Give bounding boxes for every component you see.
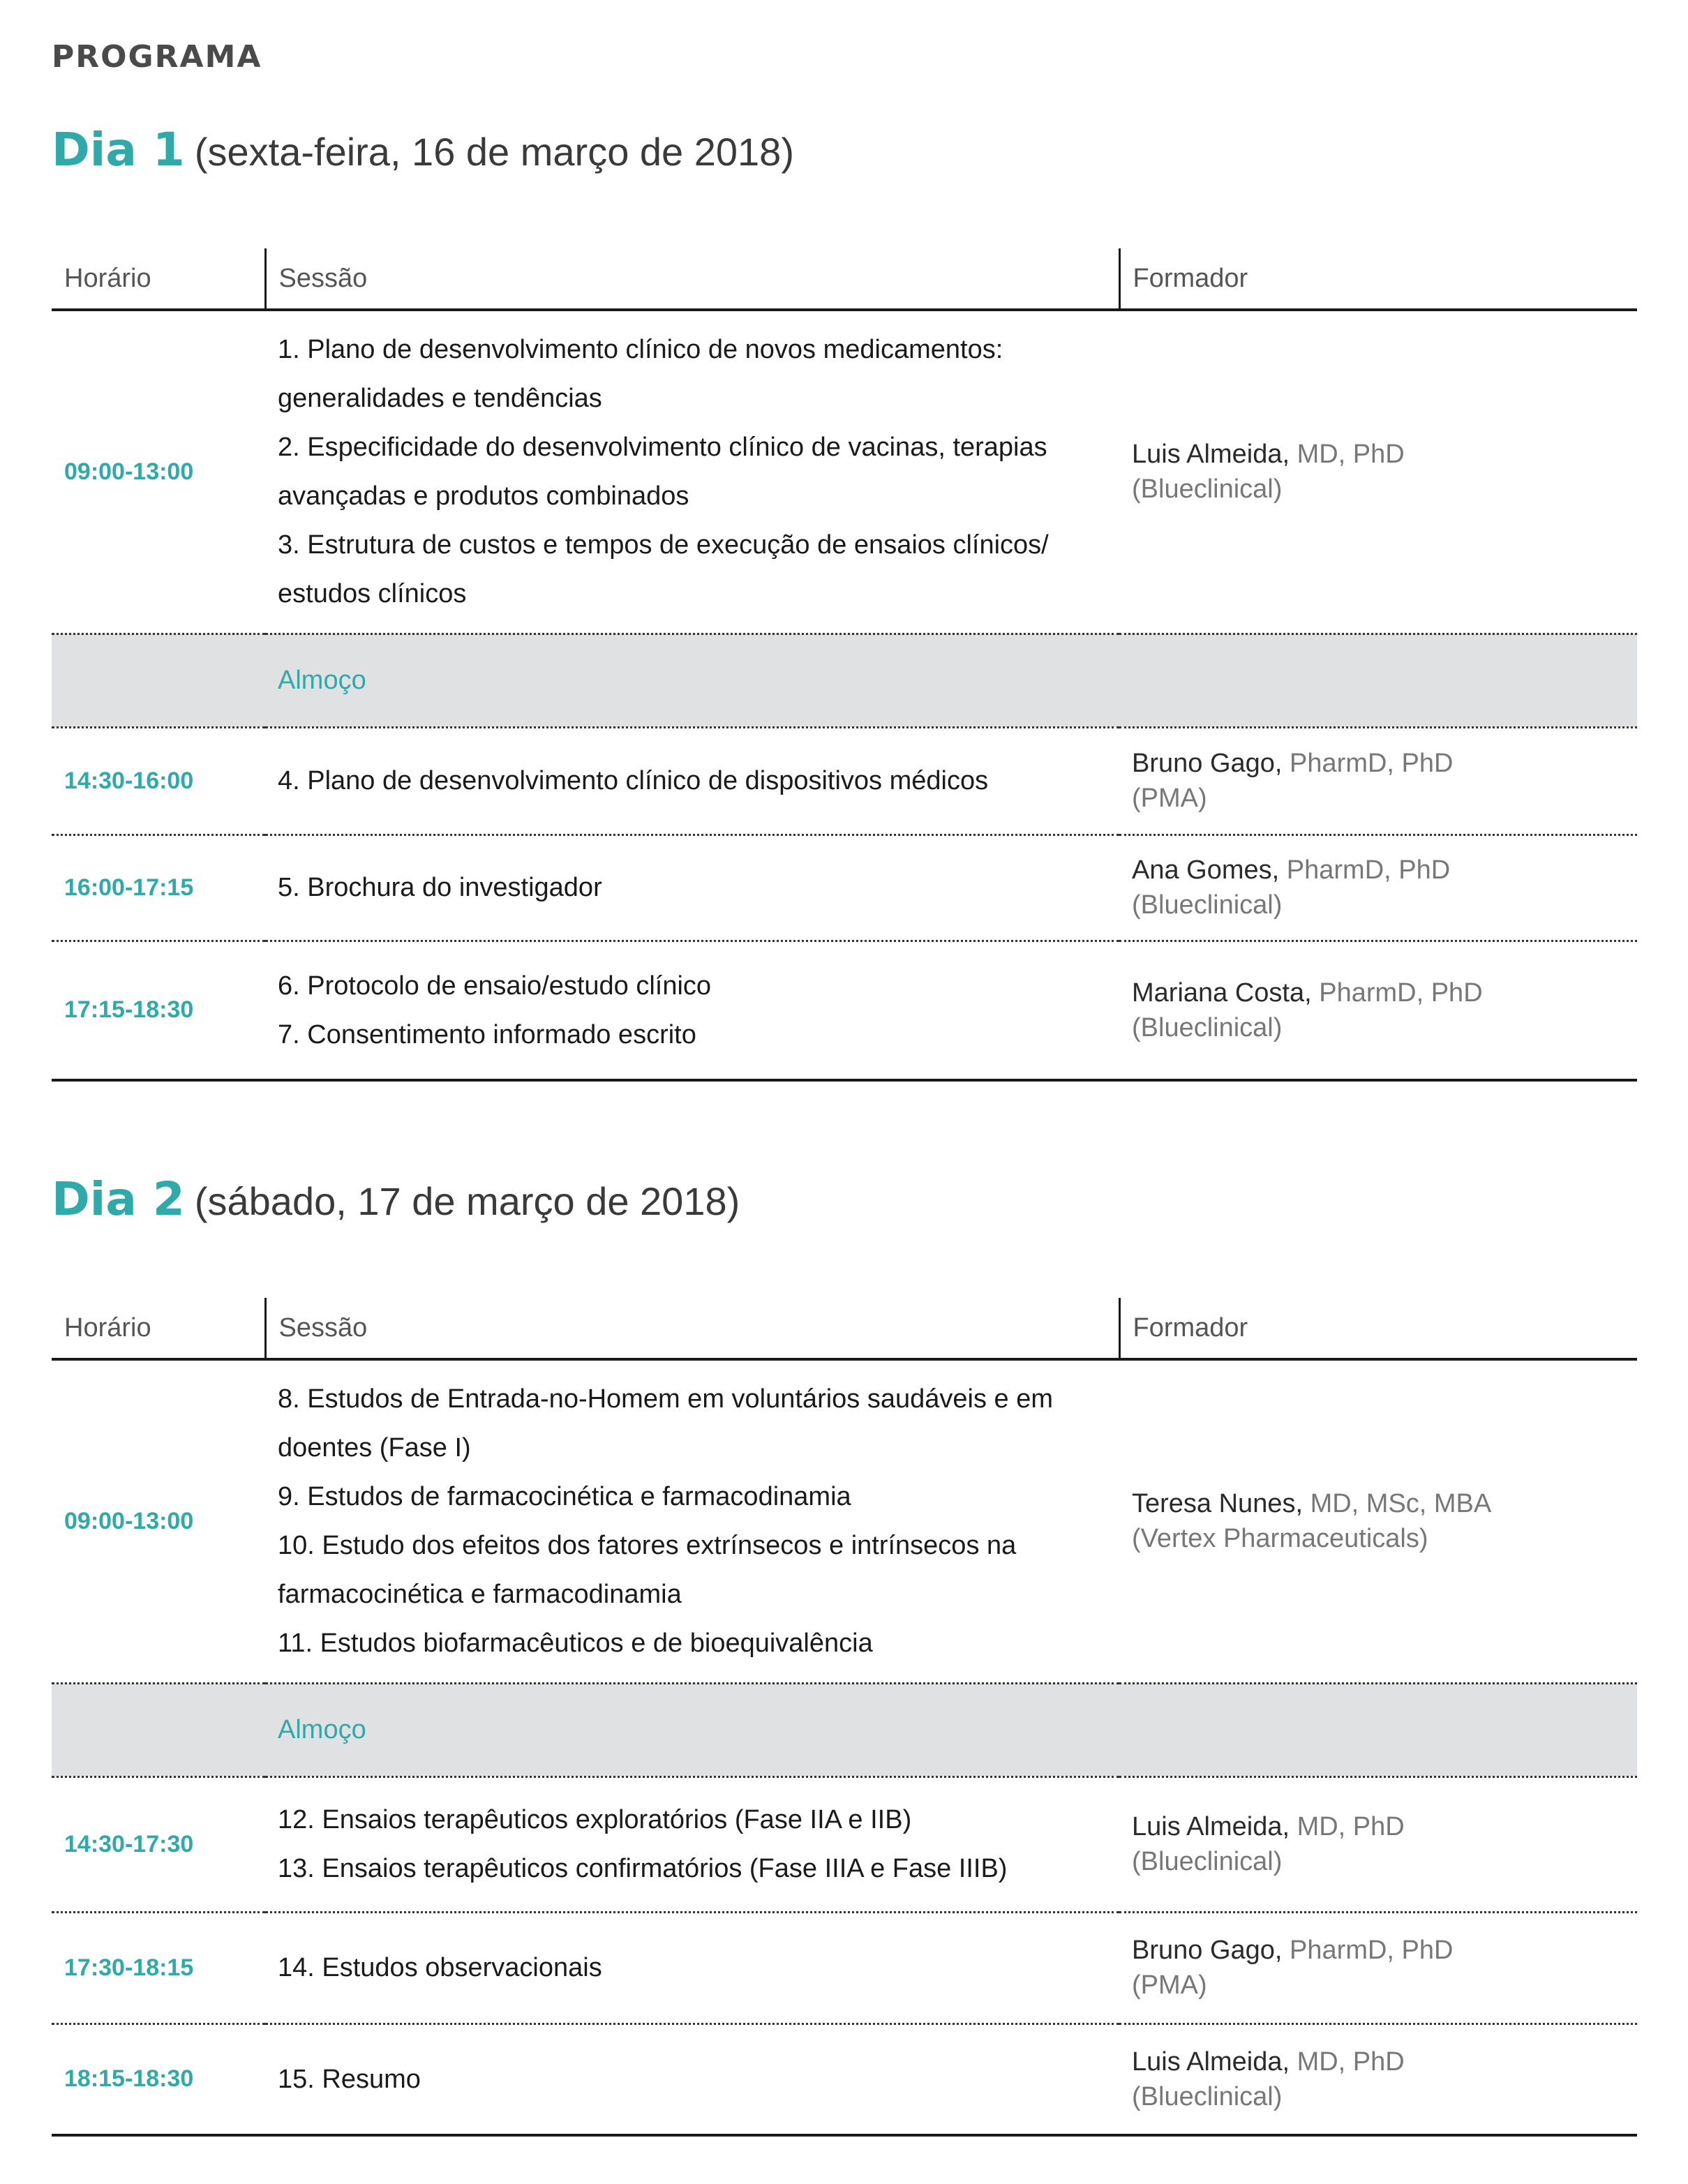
time-slot: 17:15-18:30 bbox=[52, 941, 265, 1080]
trainer-name: Luis Almeida, bbox=[1132, 1812, 1290, 1841]
trainer-name: Bruno Gago, bbox=[1132, 1936, 1283, 1965]
table-row bbox=[52, 835, 1637, 941]
session-list bbox=[265, 310, 1119, 634]
trainer-org: (Blueclinical) bbox=[1132, 890, 1283, 920]
trainer-cell bbox=[1119, 727, 1637, 835]
trainer-credentials: PharmD, PhD bbox=[1319, 978, 1483, 1008]
trainer-org: (Blueclinical) bbox=[1132, 474, 1283, 504]
trainer-name: Luis Almeida, bbox=[1132, 440, 1290, 470]
table-header-row bbox=[52, 1298, 1637, 1359]
day-2-schedule-table bbox=[52, 1298, 1637, 2137]
table-row bbox=[52, 310, 1637, 634]
header-trainer: Formador bbox=[1119, 1298, 1637, 1359]
session-item: 11. Estudos biofarmacêuticos e de bioequivalência bbox=[278, 1629, 873, 1659]
day-label: Dia 1 bbox=[52, 123, 185, 177]
header-session: Sessão bbox=[265, 1298, 1119, 1359]
trainer-name: Ana Gomes, bbox=[1132, 855, 1280, 885]
time-slot: 18:15-18:30 bbox=[52, 2024, 265, 2135]
session-item: generalidades e tendências bbox=[278, 384, 602, 414]
trainer-credentials: PharmD, PhD bbox=[1286, 855, 1451, 885]
session-item: 15. Resumo bbox=[278, 2064, 421, 2094]
table-row bbox=[52, 941, 1637, 1080]
session-item: 8. Estudos de Entrada-no-Homem em voluntários saudáveis e em bbox=[278, 1384, 1053, 1414]
trainer-name: Bruno Gago, bbox=[1132, 749, 1283, 778]
trainer-org: (Blueclinical) bbox=[1132, 1012, 1283, 1042]
session-item: 7. Consentimento informado escrito bbox=[278, 1019, 696, 1049]
table-header-row bbox=[52, 248, 1637, 310]
session-item: 9. Estudos de farmacocinética e farmacodinamia bbox=[278, 1482, 851, 1512]
trainer-cell bbox=[1119, 941, 1637, 1080]
session-item: 6. Protocolo de ensaio/estudo clínico bbox=[278, 971, 712, 1001]
trainer-name: Teresa Nunes, bbox=[1132, 1489, 1304, 1519]
session-item: farmacocinética e farmacodinamia bbox=[278, 1580, 682, 1610]
session-item: 1. Plano de desenvolvimento clínico de novos medicamentos: bbox=[278, 335, 1003, 365]
trainer-credentials: PharmD, PhD bbox=[1290, 1936, 1454, 1965]
session-list bbox=[265, 1777, 1119, 1912]
trainer-org: (Blueclinical) bbox=[1132, 2081, 1283, 2111]
header-session: Sessão bbox=[265, 248, 1119, 310]
session-item: 3. Estrutura de custos e tempos de execução de ensaios clínicos/ bbox=[278, 530, 1049, 560]
session-list bbox=[265, 1359, 1119, 1683]
trainer-cell bbox=[1119, 310, 1637, 634]
session-item: 4. Plano de desenvolvimento clínico de dispositivos médicos bbox=[278, 766, 989, 795]
lunch-label: Almoço bbox=[265, 634, 1637, 727]
trainer-cell bbox=[1119, 2024, 1637, 2135]
session-item: doentes (Fase I) bbox=[278, 1433, 471, 1463]
trainer-org: (PMA) bbox=[1132, 1970, 1207, 2000]
section-title: PROGRAMA bbox=[52, 39, 262, 75]
trainer-credentials: PharmD, PhD bbox=[1290, 749, 1454, 778]
session-item: 5. Brochura do investigador bbox=[278, 873, 602, 902]
trainer-cell bbox=[1119, 1359, 1637, 1683]
table-row bbox=[52, 1359, 1637, 1683]
session-item: avançadas e produtos combinados bbox=[278, 481, 689, 511]
trainer-org: (Blueclinical) bbox=[1132, 1847, 1283, 1876]
lunch-row bbox=[52, 634, 1637, 727]
table-row bbox=[52, 727, 1637, 835]
session-list bbox=[265, 835, 1119, 941]
day-date: (sexta-feira, 16 de março de 2018) bbox=[194, 130, 794, 174]
session-list bbox=[265, 1912, 1119, 2024]
day-date: (sábado, 17 de março de 2018) bbox=[194, 1179, 740, 1223]
lunch-row bbox=[52, 1683, 1637, 1777]
day-2-heading bbox=[52, 1172, 740, 1226]
trainer-credentials: MD, PhD bbox=[1297, 440, 1405, 470]
trainer-cell bbox=[1119, 835, 1637, 941]
trainer-org: (Vertex Pharmaceuticals) bbox=[1132, 1524, 1428, 1554]
lunch-label: Almoço bbox=[265, 1683, 1637, 1777]
session-item: 10. Estudo dos efeitos dos fatores extrínsecos e intrínsecos na bbox=[278, 1531, 1017, 1561]
table-row bbox=[52, 1912, 1637, 2024]
trainer-cell bbox=[1119, 1912, 1637, 2024]
header-time: Horário bbox=[52, 1298, 265, 1359]
trainer-name: Mariana Costa, bbox=[1132, 978, 1312, 1008]
time-slot: 09:00-13:00 bbox=[64, 1507, 194, 1534]
time-slot: 14:30-16:00 bbox=[52, 727, 265, 835]
trainer-name: Luis Almeida, bbox=[1132, 2047, 1290, 2077]
session-item: 13. Ensaios terapêuticos confirmatórios (Fase IIIA e Fase IIIB) bbox=[278, 1854, 1008, 1883]
header-trainer: Formador bbox=[1119, 248, 1637, 310]
session-item: estudos clínicos bbox=[278, 579, 467, 609]
session-item: 2. Especificidade do desenvolvimento clínico de vacinas, terapias bbox=[278, 433, 1047, 463]
trainer-org: (PMA) bbox=[1132, 784, 1207, 813]
header-time: Horário bbox=[52, 248, 265, 310]
table-row bbox=[52, 2024, 1637, 2135]
day-1-schedule-table bbox=[52, 248, 1637, 1082]
time-slot: 17:30-18:15 bbox=[52, 1912, 265, 2024]
time-slot: 14:30-17:30 bbox=[52, 1777, 265, 1912]
session-list bbox=[265, 941, 1119, 1080]
session-item: 12. Ensaios terapêuticos exploratórios (Fase IIA e IIB) bbox=[278, 1805, 912, 1834]
table-row bbox=[52, 1777, 1637, 1912]
trainer-cell bbox=[1119, 1777, 1637, 1912]
session-list bbox=[265, 727, 1119, 835]
time-slot: 16:00-17:15 bbox=[52, 835, 265, 941]
trainer-credentials: MD, PhD bbox=[1297, 2047, 1405, 2077]
session-item: 14. Estudos observacionais bbox=[278, 1953, 602, 1982]
trainer-credentials: MD, PhD bbox=[1297, 1812, 1405, 1841]
time-slot: 09:00-13:00 bbox=[64, 458, 194, 485]
day-1-heading bbox=[52, 123, 794, 177]
trainer-credentials: MD, MSc, MBA bbox=[1310, 1489, 1492, 1519]
day-label: Dia 2 bbox=[52, 1172, 185, 1226]
session-list bbox=[265, 2024, 1119, 2135]
